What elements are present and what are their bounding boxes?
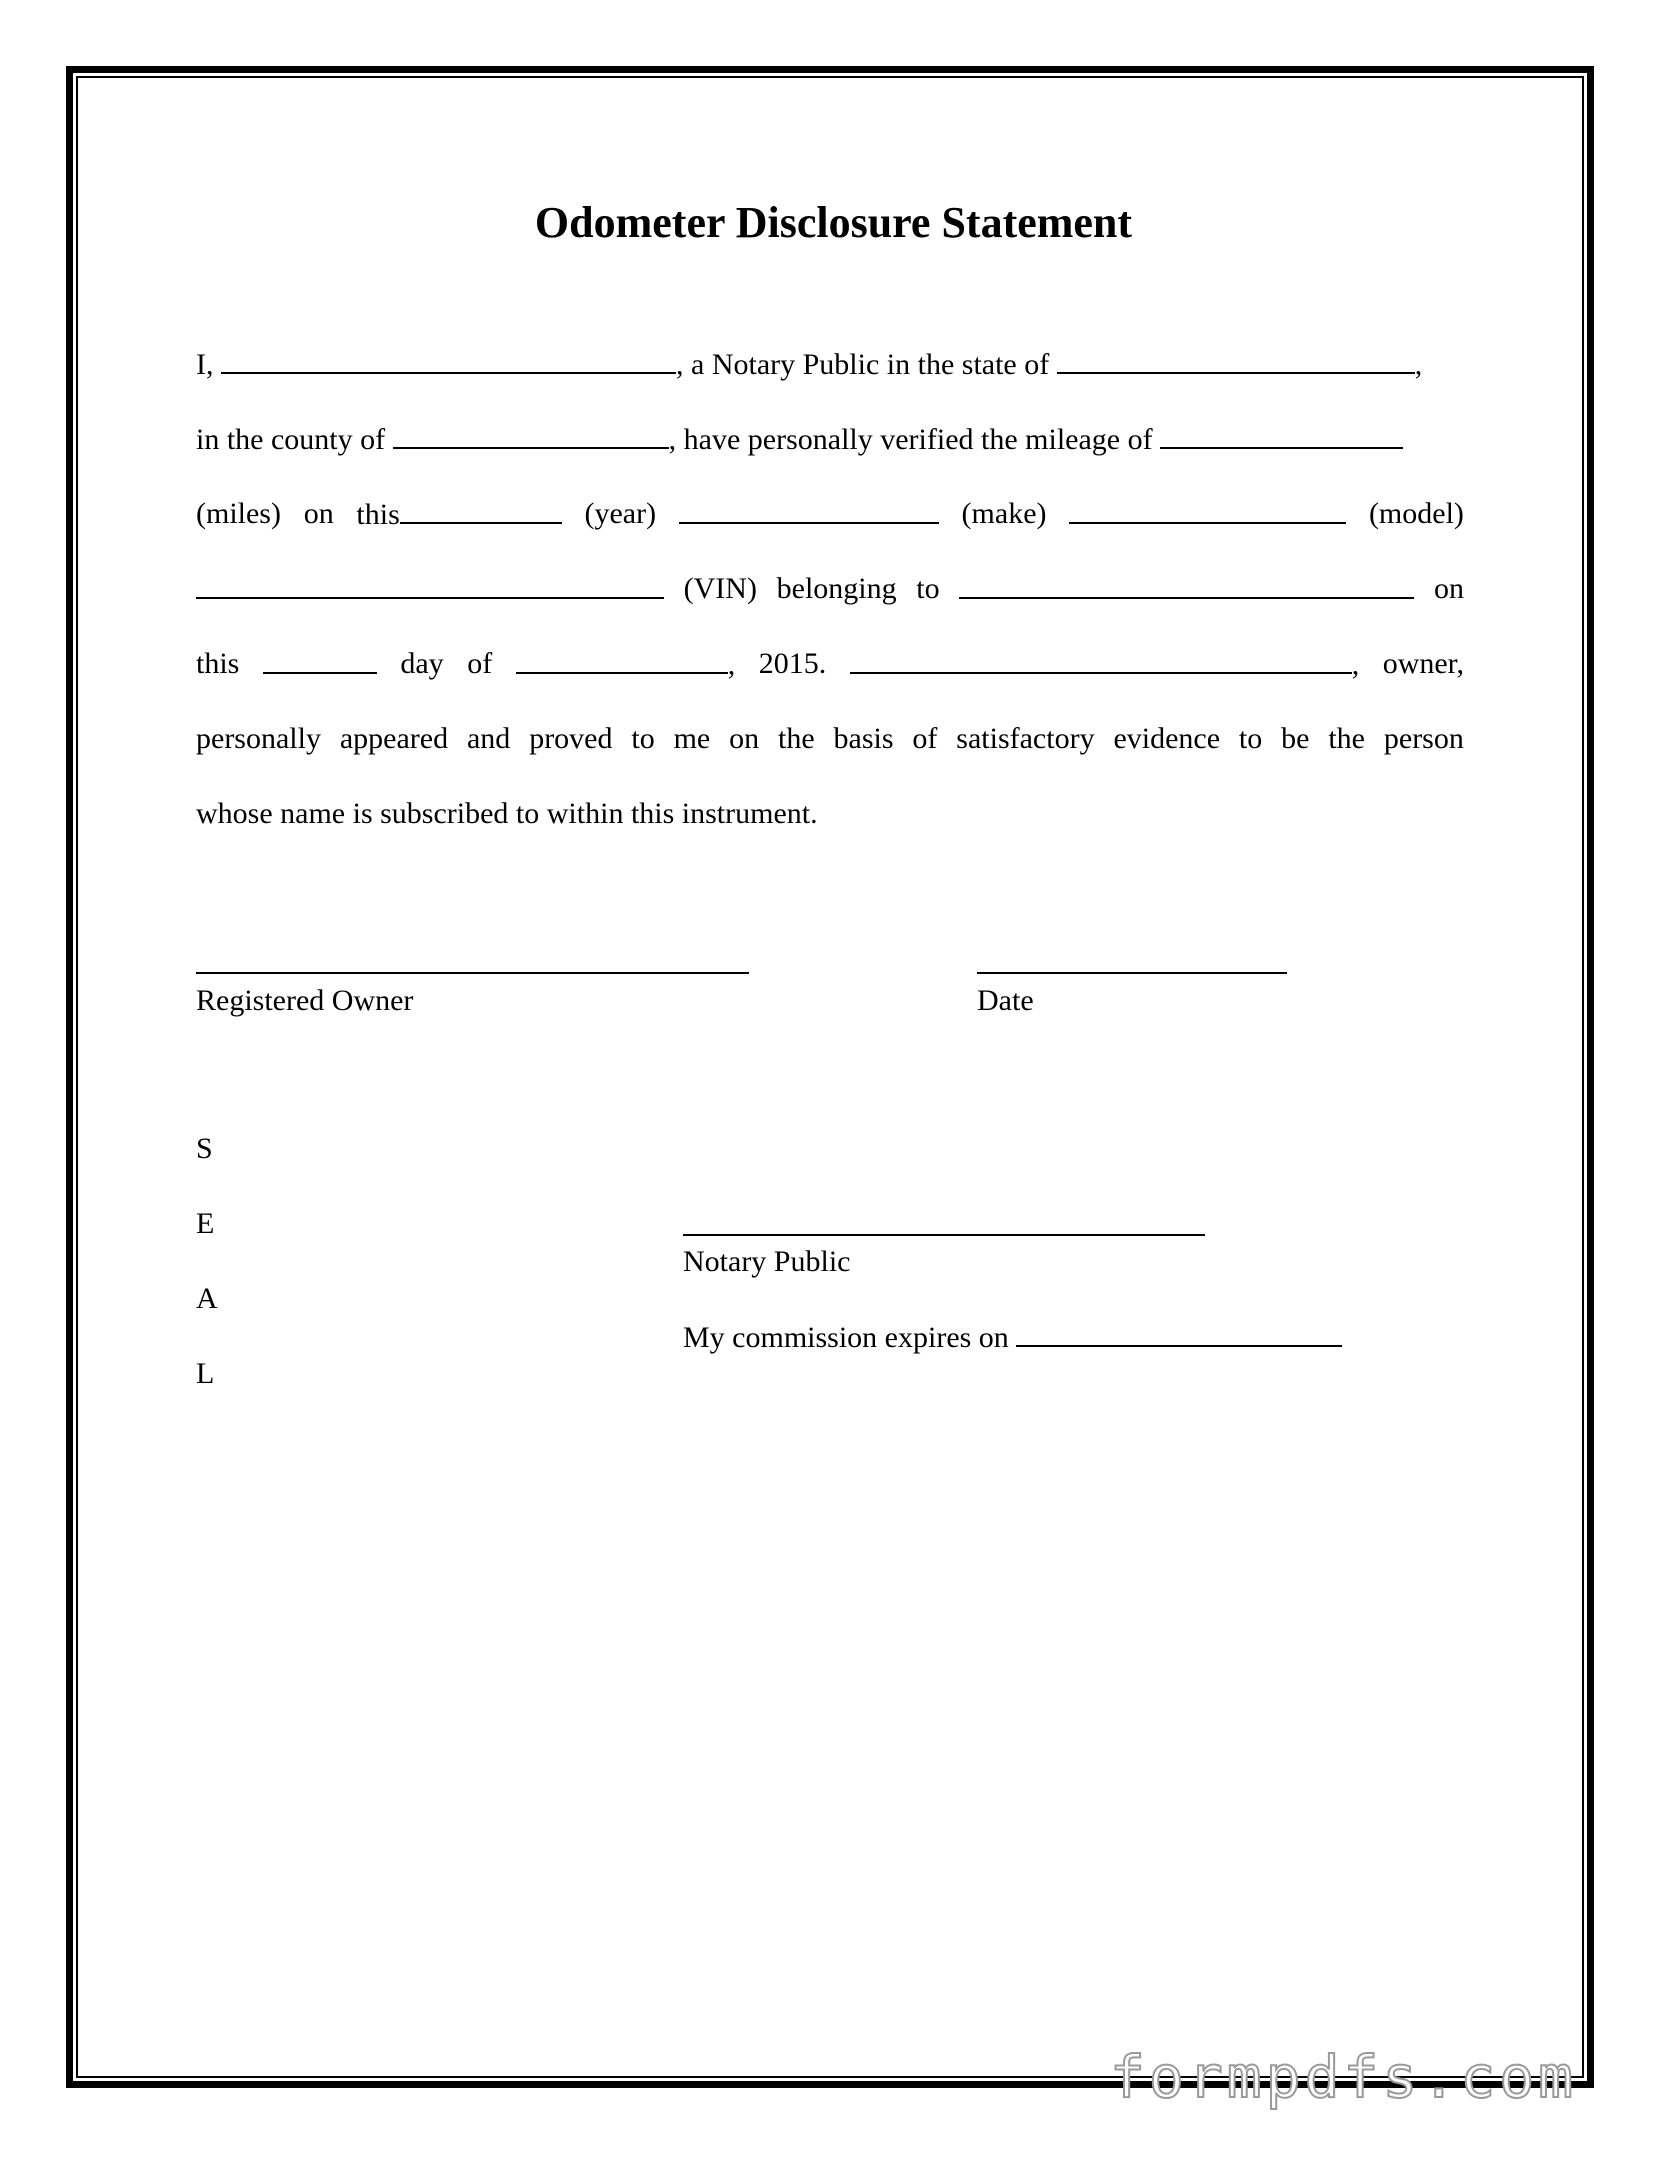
statement-line-6: personally appeared and proved to me on the basis of satisfactory evidence to be the person	[196, 722, 1464, 755]
document-title: Odometer Disclosure Statement	[534, 198, 1133, 247]
date-label: Date	[977, 984, 1034, 1017]
statement-line-7: whose name is subscribed to within this instrument.	[196, 797, 818, 830]
seal-letter: S	[196, 1132, 213, 1165]
watermark: formpdfs.com	[1110, 2043, 1578, 2111]
day-field[interactable]	[263, 644, 377, 674]
date-signature-line[interactable]	[977, 972, 1287, 974]
owner-name-field[interactable]	[850, 644, 1352, 674]
seal-letter: E	[196, 1207, 215, 1240]
month-field[interactable]	[516, 644, 728, 674]
registered-owner-signature-line[interactable]	[196, 972, 749, 974]
county-field[interactable]	[393, 419, 669, 449]
notary-signature-line[interactable]	[683, 1234, 1205, 1236]
statement-line-2: in the county of , have personally verified the mileage of	[196, 419, 1464, 460]
year-field[interactable]	[400, 494, 562, 524]
statement-line-5: this day of , 2015. , owner,	[196, 644, 1464, 685]
registered-owner-label: Registered Owner	[196, 984, 414, 1017]
belonging-to-field[interactable]	[959, 569, 1414, 599]
statement-line-1: I, , a Notary Public in the state of ,	[196, 344, 1464, 385]
model-field[interactable]	[1069, 494, 1346, 524]
seal-letter: L	[196, 1357, 215, 1390]
commission-expiry-field[interactable]	[1016, 1317, 1342, 1347]
statement-line-3: (miles) on this (year) (make) (model)	[196, 494, 1464, 535]
seal-letter: A	[196, 1282, 218, 1315]
mileage-field[interactable]	[1160, 419, 1403, 449]
notary-public-label: Notary Public	[683, 1245, 851, 1278]
statement-line-4: (VIN) belonging to on	[196, 569, 1464, 609]
vin-field[interactable]	[196, 569, 664, 599]
commission-expires-row: My commission expires on	[683, 1317, 1342, 1358]
make-field[interactable]	[679, 494, 939, 524]
notary-name-field[interactable]	[221, 344, 676, 374]
state-field[interactable]	[1057, 344, 1415, 374]
